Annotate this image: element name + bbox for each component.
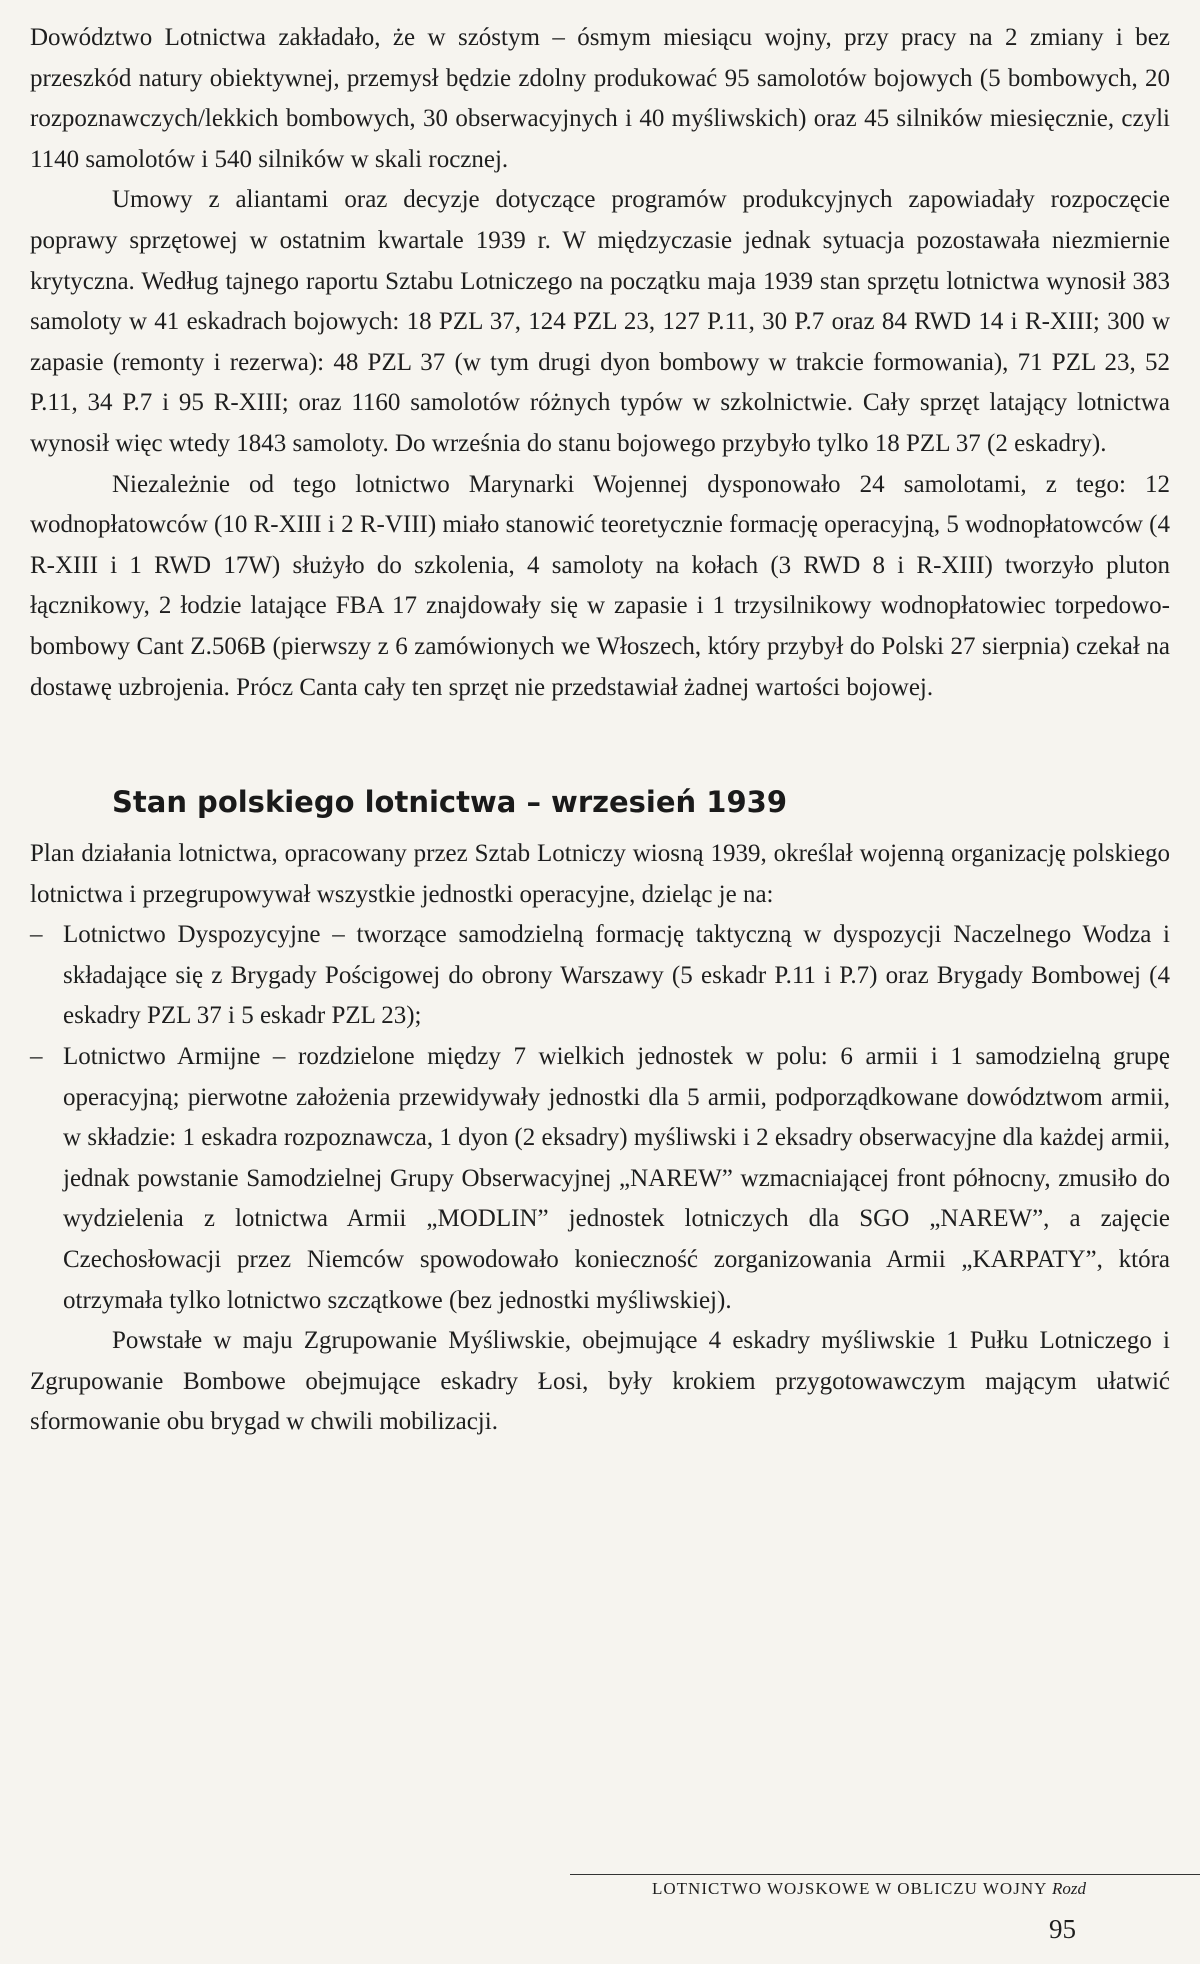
section-heading: Stan polskiego lotnictwa – wrzesień 1939 — [112, 785, 788, 820]
page-body — [30, 18, 1170, 1443]
list-item-army-aviation: – Lotnictwo Armijne – rozdzielone między 7 wielkich jednostek w polu: 6 armii i 1 samodzielną grupę operacyjną; pierwotne założenia przewidywały jednostki dla 5 armii, podporządkowane dowództwom armii, w składzie: 1 eskadra rozpoznawcza, 1 dyon (2 eksadry) myśliwski i 2 eksadry obserwacyjne dla każdej armii, jednak powstanie Samodzielnej Grupy Obserwacyjnej „NAREW” wzmacniającej front północny, zmusiło do wydzielenia z lotnictwa Armii „MODLIN” jednostek lotniczych dla SGO „NAREW”, a zajęcie Czechosłowacji przez Niemców spowodowało konieczność zorganizowania Armii „KARPATY”, która otrzymała tylko lotnictwo szczątkowe (bez jednostki myśliwskiej). — [30, 1037, 1170, 1321]
paragraph-naval-aviation: Niezależnie od tego lotnictwo Marynarki Wojennej dysponowało 24 samolotami, z tego: 12 wodnopłatowców (10 R-XIII i 2 R-VIII) miało stanowić teoretycznie formację operacyjną, 5 wodnopłatowców (4 R-XIII i 1 RWD 17W) służyło do szkolenia, 4 samoloty na kołach (3 RWD 8 i R-XIII) tworzyło pluton łącznikowy, 2 łodzie latające FBA 17 znajdowały się w zapasie i 1 trzysilnikowy wodnopłatowiec torpedowo-bombowy Cant Z.506B (pierwszy z 6 zamówionych we Włoszech, który przybył do Polski 27 sierpnia) czekał na dostawę uzbrojenia. Prócz Canta cały ten sprzęt nie przedstawiał żadnej wartości bojowej. — [30, 470, 1170, 701]
paragraph-closing: Powstałe w maju Zgrupowanie Myśliwskie, obejmujące 4 eskadry myśliwskie 1 Pułku Lotniczego i Zgrupowanie Bombowe obejmujące eskadry Łosi, były krokiem przygotowawczym mającym ułatwić sformowanie obu brygad w chwili mobilizacji. — [30, 1327, 1170, 1436]
aviation-division-list — [30, 915, 1170, 1321]
list-item-dispositional-aviation: – Lotnictwo Dyspozycyjne – tworzące samodzielną formację taktyczną w dyspozycji Naczelnego Wodza i składające się z Brygady Pościgowej do obrony Warszawy (5 eskadr P.11 i P.7) oraz Brygady Bombowej (4 eskadry PZL 37 i 5 eskadr PZL 23); — [30, 915, 1170, 1037]
section-intro: Plan działania lotnictwa, opracowany przez Sztab Lotniczy wiosną 1939, określał wojenną organizację polskiego lotnictwa i przegrupowywał wszystkie jednostki operacyjne, dzieląc je na: — [30, 840, 1170, 908]
chapter-reference: Rozd — [1052, 1879, 1086, 1898]
paragraph-equipment-status: Umowy z aliantami oraz decyzje dotyczące programów produkcyjnych zapowiadały rozpoczęcie poprawy sprzętowej w ostatnim kwartale 1939 r. W międzyczasie jednak sytuacja pozostawała niezmiernie krytyczna. Według tajnego raportu Sztabu Lotniczego na początku maja 1939 stan sprzętu lotnictwa wynosił 383 samoloty w 41 eskadrach bojowych: 18 PZL 37, 124 PZL 23, 127 P.11, 30 P.7 oraz 84 RWD 14 i R-XIII; 300 w zapasie (remonty i rezerwa): 48 PZL 37 (w tym drugi dyon bombowy w trakcie formowania), 71 PZL 23, 52 P.11, 34 P.7 i 95 R-XIII; oraz 1160 samolotów różnych typów w szkolnictwie. Cały sprzęt latający lotnictwa wynosił więc wtedy 1843 samoloty. Do września do stanu bojowego przybyło tylko 18 PZL 37 (2 eskadry). — [30, 186, 1170, 457]
footer-divider — [570, 1874, 1200, 1875]
running-footer — [652, 1879, 1200, 1899]
running-title: LOTNICTWO WOJSKOWE W OBLICZU WOJNY — [652, 1879, 1047, 1898]
paragraph-production-plan: Dowództwo Lotnictwa zakładało, że w szóstym – ósmym miesiącu wojny, przy pracy na 2 zmiany i bez przeszkód natury obiektywnej, przemysł będzie zdolny produkować 95 samolotów bojowych (5 bombowych, 20 rozpoznawczych/lekkich bombowych, 30 obserwacyjnych i 40 myśliwskich) oraz 45 silników miesięcznie, czyli 1140 samolotów i 540 silników w skali rocznej. — [30, 24, 1170, 173]
page-number: 95 — [1049, 1914, 1076, 1944]
